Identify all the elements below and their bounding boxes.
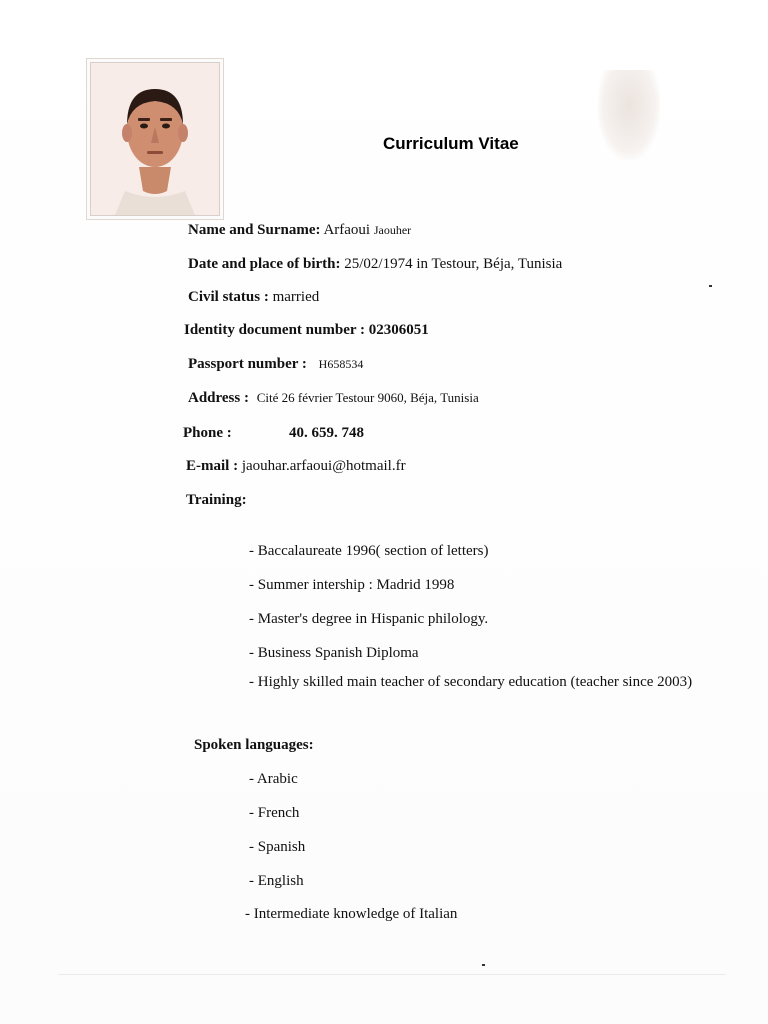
civil-status-label: Civil status : bbox=[188, 289, 269, 305]
id-document-line bbox=[184, 322, 429, 339]
language-item: - Spanish bbox=[249, 839, 306, 855]
language-item: - Arabic bbox=[249, 771, 298, 787]
email-label: E-mail : bbox=[186, 458, 239, 474]
email-value: jaouhar.arfaoui@hotmail.fr bbox=[241, 458, 406, 474]
language-item: - French bbox=[249, 805, 300, 821]
address-line bbox=[188, 390, 479, 407]
phone-value: 40. 659. 748 bbox=[289, 425, 364, 441]
birth-label: Date and place of birth: bbox=[188, 256, 341, 272]
first-name-value: Jaouher bbox=[373, 223, 412, 237]
training-item: - Highly skilled main teacher of secondary education (teacher since 2003) bbox=[249, 674, 693, 690]
passport-line bbox=[188, 356, 363, 373]
name-label: Name and Surname: bbox=[188, 222, 321, 238]
birth-value: 25/02/1974 in Testour, Béja, Tunisia bbox=[344, 256, 563, 272]
document-title: Curriculum Vitae bbox=[383, 134, 519, 153]
phone-label: Phone : bbox=[183, 425, 232, 441]
training-item: - Master's degree in Hispanic philology. bbox=[249, 611, 489, 627]
surname-value: Arfaoui bbox=[323, 222, 371, 238]
id-document-label: Identity document number : bbox=[184, 322, 365, 338]
bleed-through-photo bbox=[598, 70, 660, 160]
email-line bbox=[186, 458, 406, 475]
training-item: - Baccalaureate 1996( section of letters) bbox=[249, 543, 489, 559]
birth-line bbox=[188, 256, 562, 273]
civil-status-line bbox=[188, 289, 319, 306]
address-label: Address : bbox=[188, 390, 249, 406]
languages-heading: Spoken languages: bbox=[194, 737, 314, 753]
scan-speck bbox=[482, 964, 485, 966]
training-item: - Business Spanish Diploma bbox=[249, 645, 419, 661]
id-document-value: 02306051 bbox=[368, 322, 429, 338]
language-item: - Intermediate knowledge of Italian bbox=[245, 906, 458, 922]
language-item: - English bbox=[249, 873, 304, 889]
phone-line bbox=[183, 425, 232, 442]
civil-status-value: married bbox=[272, 289, 320, 305]
training-item: - Summer intership : Madrid 1998 bbox=[249, 577, 455, 593]
name-line bbox=[188, 222, 411, 239]
training-heading: Training: bbox=[186, 492, 247, 508]
passport-label: Passport number : bbox=[188, 356, 307, 372]
scan-speck bbox=[709, 285, 712, 287]
portrait-photo bbox=[90, 62, 220, 216]
passport-value: H658534 bbox=[318, 357, 364, 371]
address-value: Cité 26 février Testour 9060, Béja, Tunisia bbox=[256, 390, 479, 405]
